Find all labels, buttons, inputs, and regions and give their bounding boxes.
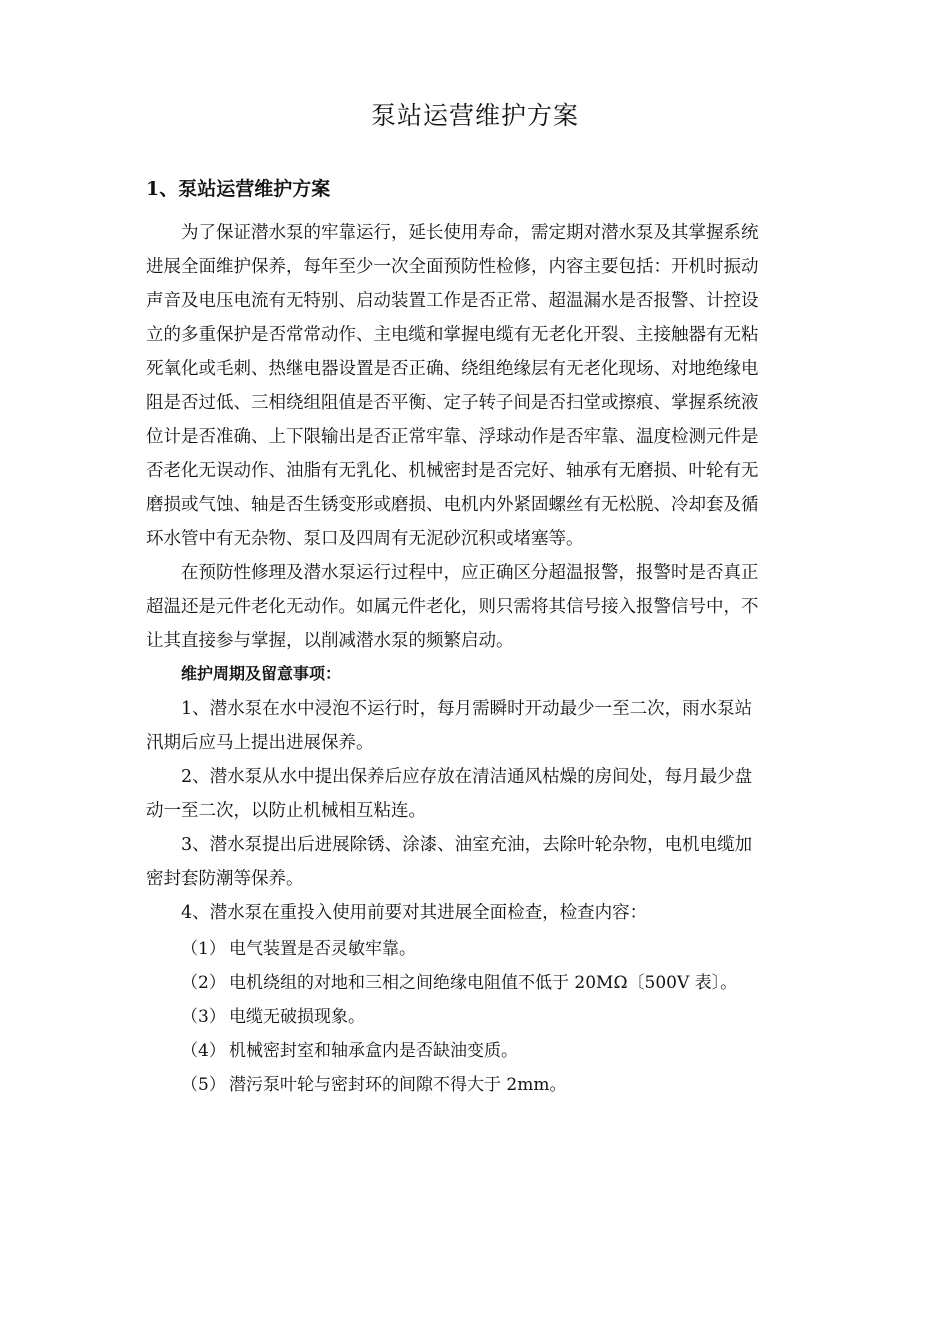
numbered-item-3-line: 密封套防潮等保养。 [146, 869, 304, 889]
numbered-item-1-line: 1、潜水泵在水中浸泡不运行时，每月需瞬时开动最少一至二次，雨水泵站 [181, 699, 753, 719]
check-item-number: （5） [181, 1075, 226, 1095]
para2-line: 超温还是元件老化无动作。如属元件老化，则只需将其信号接入报警信号中，不 [146, 597, 759, 617]
check-item [181, 934, 416, 959]
para1-line: 磨损或气蚀、轴是否生锈变形或磨损、电机内外紧固螺丝有无松脱、冷却套及循 [146, 495, 759, 515]
para1-line: 为了保证潜水泵的牢靠运行，延长使用寿命，需定期对潜水泵及其掌握系统 [181, 223, 759, 243]
check-item-text: 电缆无破损现象。 [229, 1007, 365, 1027]
check-item-text: 电气装置是否灵敏牢靠。 [229, 939, 416, 959]
para1-line: 否老化无误动作、油脂有无乳化、机械密封是否完好、轴承有无磨损、叶轮有无 [146, 461, 759, 481]
numbered-item-4-line: 4、潜水泵在重投入使用前要对其进展全面检查，检查内容： [181, 903, 648, 923]
document-title: 泵站运营维护方案 [370, 101, 579, 130]
para1-line: 立的多重保护是否常常动作、主电缆和掌握电缆有无老化开裂、主接触器有无粘 [146, 325, 759, 345]
check-item-number: （1） [181, 939, 226, 959]
check-item-number: （2） [181, 973, 226, 993]
check-item-text: 机械密封室和轴承盒内是否缺油变质。 [229, 1041, 518, 1061]
check-item [181, 1002, 365, 1027]
para1-line: 声音及电压电流有无特别、启动装置工作是否正常、超温漏水是否报警、计控设 [146, 291, 759, 311]
para1-line: 位计是否准确、上下限输出是否正常牢靠、浮球动作是否牢靠、温度检测元件是 [146, 427, 759, 447]
numbered-item-3-line: 3、潜水泵提出后进展除锈、涂漆、油室充油，去除叶轮杂物，电机电缆加 [181, 835, 753, 855]
check-item-text: 电机绕组的对地和三相之间绝缘电阻值不低于 20MΩ〔500V 表〕。 [229, 973, 738, 993]
check-item [181, 1036, 518, 1061]
section-heading: 1、泵站运营维护方案 [146, 178, 331, 200]
numbered-item-2-line: 动一至二次，以防止机械相互粘连。 [146, 801, 426, 821]
check-item-number: （4） [181, 1041, 226, 1061]
numbered-item-2-line: 2、潜水泵从水中提出保养后应存放在清洁通风枯燥的房间处，每月最少盘 [181, 767, 753, 787]
para2-line: 让其直接参与掌握，以削减潜水泵的频繁启动。 [146, 631, 514, 651]
para2-line: 在预防性修理及潜水泵运行过程中，应正确区分超温报警，报警时是否真正 [181, 563, 759, 583]
check-item-text: 潜污泵叶轮与密封环的间隙不得大于 2mm。 [229, 1075, 567, 1095]
para1-line: 进展全面维护保养，每年至少一次全面预防性检修，内容主要包括：开机时振动 [146, 257, 759, 277]
para1-line: 环水管中有无杂物、泵口及四周有无泥砂沉积或堵塞等。 [146, 529, 584, 549]
maintenance-subheading: 维护周期及留意事项： [181, 664, 342, 683]
para1-line: 阻是否过低、三相绕组阻值是否平衡、定子转子间是否扫堂或擦痕、掌握系统液 [146, 393, 759, 413]
check-item-number: （3） [181, 1007, 226, 1027]
check-item [181, 1070, 566, 1095]
check-item [181, 968, 737, 993]
para1-line: 死氧化或毛刺、热继电器设置是否正确、绕组绝缘层有无老化现场、对地绝缘电 [146, 359, 759, 379]
numbered-item-1-line: 汛期后应马上提出进展保养。 [146, 733, 374, 753]
